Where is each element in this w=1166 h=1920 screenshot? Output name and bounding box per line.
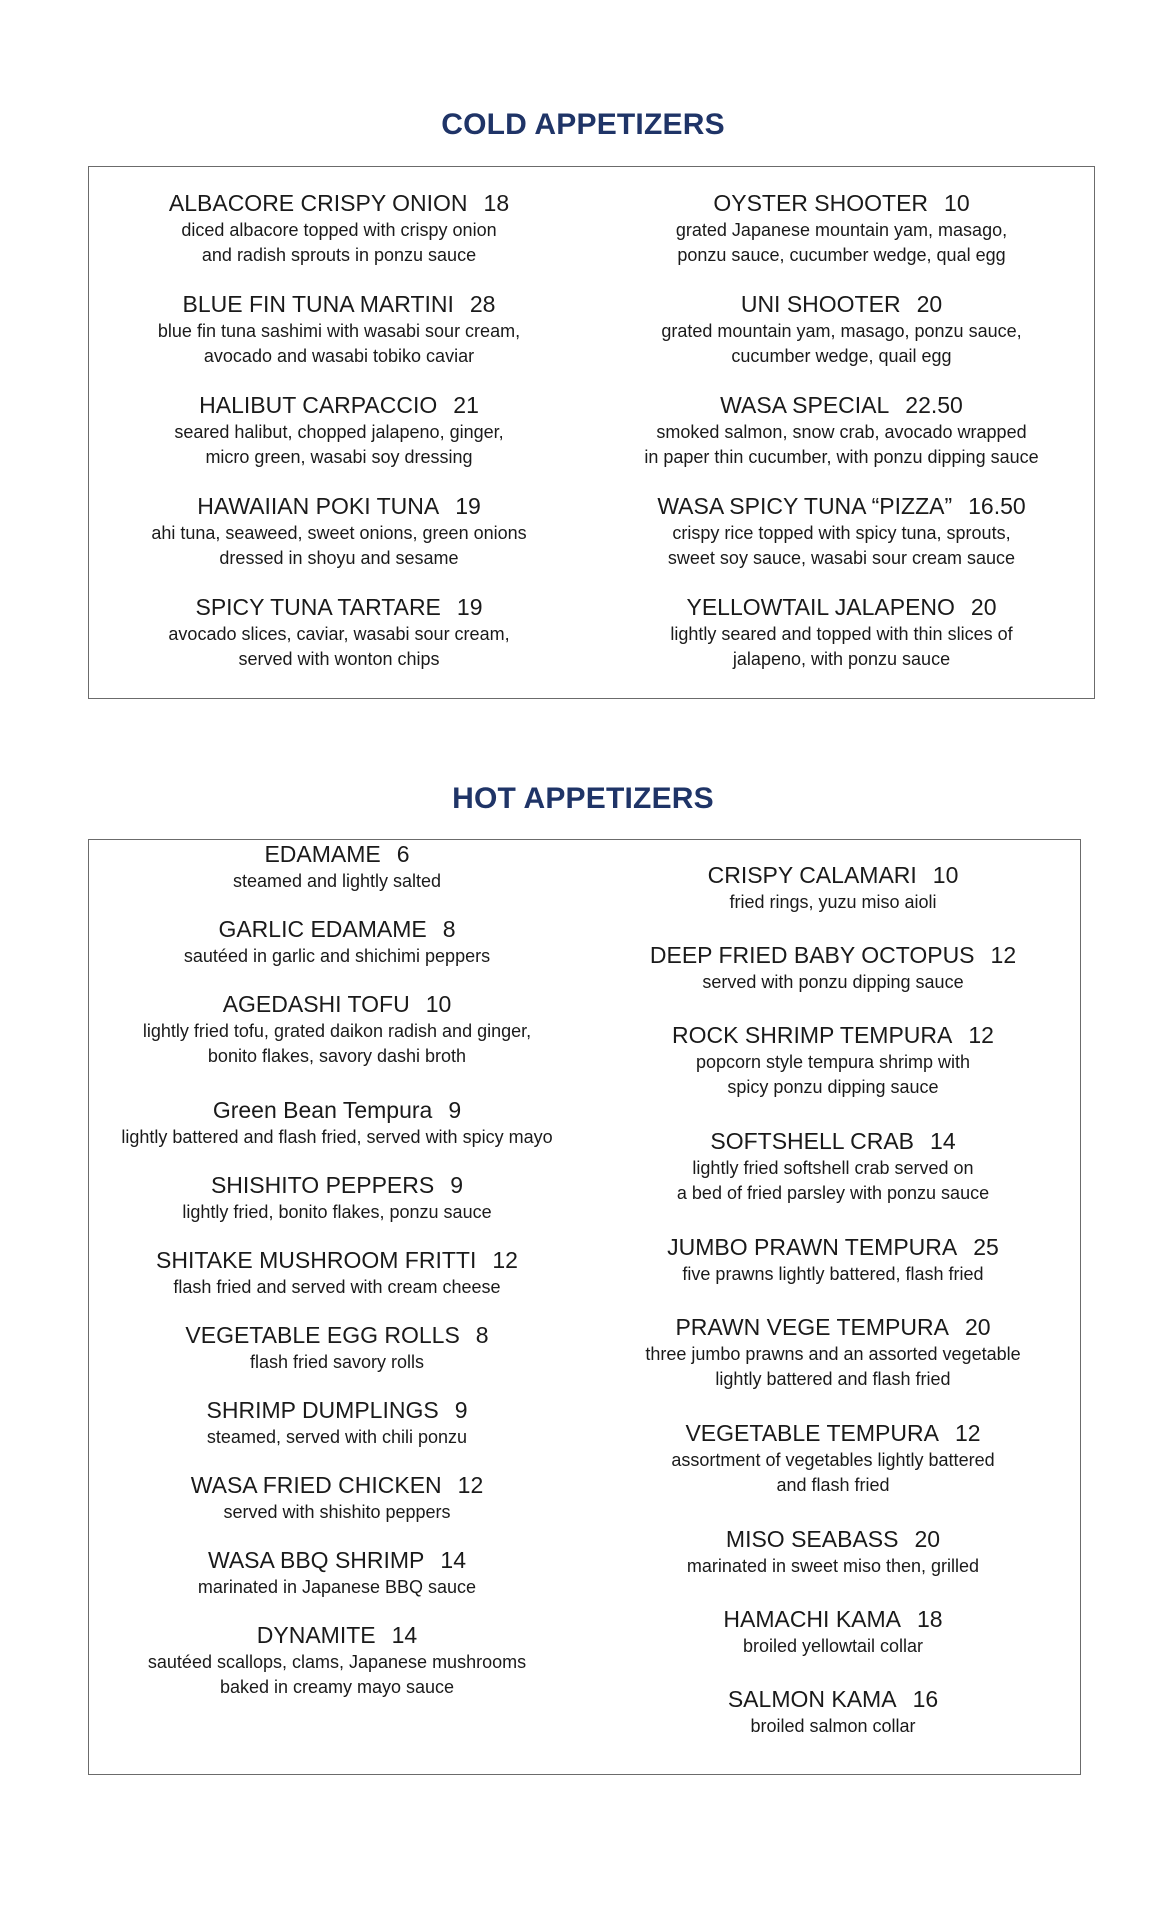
menu-item-name: ROCK SHRIMP TEMPURA — [672, 1022, 953, 1048]
cold-left-column — [89, 189, 589, 694]
menu-item-name: HALIBUT CARPACCIO — [199, 392, 438, 418]
menu-item — [89, 1621, 585, 1727]
menu-item-heading — [89, 1321, 585, 1350]
menu-item-description: marinated in Japanese BBQ sauce — [197, 1577, 477, 1597]
menu-item-price: 14 — [930, 1128, 956, 1154]
menu-item-description: sautéed in garlic and shichimi peppers — [183, 946, 491, 966]
menu-item — [585, 1525, 1081, 1605]
menu-item — [89, 990, 585, 1096]
menu-item-name: WASA FRIED CHICKEN — [190, 1472, 442, 1498]
menu-item-heading — [585, 1685, 1081, 1714]
menu-item — [89, 593, 589, 694]
menu-item-description: steamed, served with chili ponzu — [206, 1427, 468, 1447]
menu-item-price: 19 — [455, 493, 481, 519]
menu-item-price: 16.50 — [968, 493, 1026, 519]
hot-appetizers-title: HOT APPETIZERS — [452, 782, 714, 815]
menu-item — [585, 1605, 1081, 1685]
menu-item-description: lightly battered and flash fried — [715, 1369, 951, 1389]
menu-item-description: baked in creamy mayo sauce — [219, 1677, 455, 1697]
menu-item-price: 20 — [914, 1526, 941, 1552]
menu-item-name: DYNAMITE — [256, 1622, 376, 1648]
menu-item-description: grated Japanese mountain yam, masago, — [675, 220, 1008, 240]
menu-item-price: 22.50 — [905, 392, 963, 418]
menu-item — [89, 1471, 585, 1546]
menu-item-name: DEEP FRIED BABY OCTOPUS — [649, 942, 975, 968]
menu-item-heading — [589, 391, 1094, 420]
menu-item-name: JUMBO PRAWN TEMPURA — [667, 1234, 958, 1260]
cold-appetizers-title: COLD APPETIZERS — [441, 108, 725, 141]
menu-item-price: 21 — [453, 392, 479, 418]
menu-item-description: smoked salmon, snow crab, avocado wrapped — [656, 422, 1027, 442]
menu-item-heading — [585, 861, 1081, 890]
menu-item-description: lightly seared and topped with thin slices of — [670, 624, 1013, 644]
menu-item-name: HAMACHI KAMA — [723, 1606, 902, 1632]
menu-item-heading — [89, 290, 589, 319]
menu-item-name: SHISHITO PEPPERS — [210, 1172, 435, 1198]
menu-item-description: and radish sprouts in ponzu sauce — [201, 245, 477, 265]
menu-item-description: marinated in sweet miso then, grilled — [686, 1556, 980, 1576]
menu-item — [589, 492, 1094, 593]
menu-item-heading — [585, 1419, 1081, 1448]
menu-item-price: 28 — [469, 291, 496, 317]
menu-item-name: SHRIMP DUMPLINGS — [206, 1397, 439, 1423]
menu-item-price: 12 — [968, 1022, 994, 1048]
menu-item-price: 25 — [973, 1234, 999, 1260]
menu-item-price: 18 — [483, 190, 510, 216]
menu-item-description: five prawns lightly battered, flash fried — [682, 1264, 984, 1284]
menu-item-heading — [89, 391, 589, 420]
menu-item-description: avocado and wasabi tobiko caviar — [203, 346, 475, 366]
menu-item-name: UNI SHOOTER — [740, 291, 901, 317]
menu-item-heading — [585, 1233, 1081, 1262]
menu-item-name: SHITAKE MUSHROOM FRITTI — [156, 1247, 477, 1273]
menu-item — [89, 189, 589, 290]
menu-item — [585, 1021, 1081, 1127]
menu-item-heading — [585, 1313, 1081, 1342]
menu-item-name: HAWAIIAN POKI TUNA — [197, 493, 440, 519]
menu-item-name: OYSTER SHOOTER — [713, 190, 929, 216]
menu-item — [585, 1419, 1081, 1525]
hot-appetizers-box — [88, 839, 1081, 1775]
menu-item-description: cucumber wedge, quail egg — [731, 346, 952, 366]
menu-item-name: Green Bean Tempura — [212, 1097, 433, 1123]
menu-item-description: dressed in shoyu and sesame — [219, 548, 459, 568]
menu-item-description: three jumbo prawns and an assorted vegetable — [645, 1344, 1021, 1364]
menu-item-name: YELLOWTAIL JALAPENO — [686, 594, 955, 620]
menu-item-price: 10 — [944, 190, 970, 216]
menu-item — [89, 391, 589, 492]
cold-right-column — [589, 189, 1094, 694]
hot-left-column — [89, 840, 585, 1727]
menu-item-heading — [585, 1021, 1081, 1050]
menu-item-price: 9 — [450, 1172, 464, 1198]
menu-item-description: broiled yellowtail collar — [742, 1636, 924, 1656]
menu-item-description: popcorn style tempura shrimp with — [695, 1052, 971, 1072]
menu-item-name: WASA BBQ SHRIMP — [207, 1547, 425, 1573]
menu-item-description: grated mountain yam, masago, ponzu sauce, — [661, 321, 1022, 341]
menu-item-description: sweet soy sauce, wasabi sour cream sauce — [667, 548, 1016, 568]
menu-item-heading — [89, 189, 589, 218]
menu-item-heading — [89, 1471, 585, 1500]
menu-item-description: broiled salmon collar — [750, 1716, 916, 1736]
menu-item-name: PRAWN VEGE TEMPURA — [675, 1314, 949, 1340]
menu-item-price: 12 — [457, 1472, 484, 1498]
menu-item — [89, 1546, 585, 1621]
menu-item-price: 9 — [454, 1397, 468, 1423]
menu-item-name: AGEDASHI TOFU — [222, 991, 410, 1017]
menu-item-name: SOFTSHELL CRAB — [710, 1128, 915, 1154]
menu-item-name: SALMON KAMA — [727, 1686, 897, 1712]
menu-item-heading — [89, 1621, 585, 1650]
menu-item-name: GARLIC EDAMAME — [218, 916, 427, 942]
menu-item-price: 20 — [916, 291, 943, 317]
menu-item-price: 8 — [442, 916, 456, 942]
menu-item-description: seared halibut, chopped jalapeno, ginger, — [174, 422, 504, 442]
menu-item-description: steamed and lightly salted — [232, 871, 442, 891]
menu-item-price: 12 — [492, 1247, 518, 1273]
menu-item-price: 10 — [932, 862, 959, 888]
menu-item-heading — [589, 290, 1094, 319]
menu-item-description: flash fried savory rolls — [249, 1352, 425, 1372]
menu-item — [589, 290, 1094, 391]
menu-item-description: served with ponzu dipping sauce — [702, 972, 964, 992]
menu-item-price: 14 — [391, 1622, 418, 1648]
menu-item-heading — [89, 1396, 585, 1425]
menu-item — [89, 290, 589, 391]
menu-item-heading — [89, 1096, 585, 1125]
menu-item-description: and flash fried — [776, 1475, 890, 1495]
menu-item-heading — [585, 1525, 1081, 1554]
menu-item-name: EDAMAME — [264, 841, 381, 867]
menu-item-price: 10 — [425, 991, 452, 1017]
menu-item-price: 12 — [990, 942, 1017, 968]
menu-item-description: flash fried and served with cream cheese — [173, 1277, 501, 1297]
menu-item — [89, 915, 585, 990]
menu-item-description: served with shishito peppers — [223, 1502, 451, 1522]
menu-item-heading — [89, 915, 585, 944]
menu-item — [589, 189, 1094, 290]
menu-item-price: 12 — [954, 1420, 981, 1446]
menu-item — [585, 861, 1081, 941]
menu-item-price: 19 — [456, 594, 483, 620]
menu-item — [89, 1246, 585, 1321]
menu-item-description: fried rings, yuzu miso aioli — [729, 892, 937, 912]
menu-item-name: VEGETABLE TEMPURA — [685, 1420, 939, 1446]
menu-item — [585, 1233, 1081, 1313]
menu-item-description: diced albacore topped with crispy onion — [181, 220, 497, 240]
menu-item-description: lightly fried tofu, grated daikon radish and ginger, — [142, 1021, 532, 1041]
menu-item-description: bonito flakes, savory dashi broth — [207, 1046, 467, 1066]
menu-item — [585, 941, 1081, 1021]
menu-item — [589, 391, 1094, 492]
menu-item — [89, 492, 589, 593]
menu-item-description: ahi tuna, seaweed, sweet onions, green onions — [151, 523, 527, 543]
menu-item-price: 18 — [917, 1606, 943, 1632]
menu-item — [89, 840, 585, 915]
hot-right-column — [585, 861, 1081, 1765]
menu-item-name: VEGETABLE EGG ROLLS — [185, 1322, 460, 1348]
menu-item-heading — [585, 941, 1081, 970]
menu-item-description: lightly battered and flash fried, served with spicy mayo — [121, 1127, 553, 1147]
menu-item-name: BLUE FIN TUNA MARTINI — [182, 291, 454, 317]
menu-item-heading — [89, 593, 589, 622]
menu-item — [585, 1313, 1081, 1419]
menu-item-name: CRISPY CALAMARI — [707, 862, 917, 888]
menu-item-description: blue fin tuna sashimi with wasabi sour cream, — [157, 321, 521, 341]
menu-item-name: MISO SEABASS — [725, 1526, 899, 1552]
menu-item-description: micro green, wasabi soy dressing — [205, 447, 473, 467]
cold-appetizers-box — [88, 166, 1095, 699]
menu-item-description: jalapeno, with ponzu sauce — [732, 649, 951, 669]
menu-item-heading — [589, 189, 1094, 218]
menu-item-price: 20 — [970, 594, 997, 620]
menu-item — [89, 1171, 585, 1246]
menu-item-heading — [89, 1171, 585, 1200]
menu-item-description: served with wonton chips — [238, 649, 440, 669]
menu-item-name: WASA SPICY TUNA “PIZZA” — [657, 493, 953, 519]
menu-item-description: in paper thin cucumber, with ponzu dipping sauce — [644, 447, 1039, 467]
menu-item-heading — [89, 1546, 585, 1575]
menu-item-description: lightly fried, bonito flakes, ponzu sauce — [182, 1202, 492, 1222]
menu-item — [89, 1321, 585, 1396]
menu-item-price: 6 — [396, 841, 410, 867]
menu-item — [589, 593, 1094, 694]
menu-item-description: ponzu sauce, cucumber wedge, qual egg — [677, 245, 1006, 265]
menu-item-description: sautéed scallops, clams, Japanese mushrooms — [147, 1652, 527, 1672]
menu-item-heading — [89, 990, 585, 1019]
menu-item-name: SPICY TUNA TARTARE — [195, 594, 441, 620]
menu-item-description: lightly fried softshell crab served on — [692, 1158, 974, 1178]
menu-item-price: 16 — [912, 1686, 939, 1712]
menu-item — [585, 1685, 1081, 1765]
menu-item-heading — [589, 492, 1094, 521]
menu-item-heading — [89, 1246, 585, 1275]
menu-item-heading — [589, 593, 1094, 622]
menu-item-price: 14 — [440, 1547, 466, 1573]
menu-item — [89, 1096, 585, 1171]
menu-item — [585, 1127, 1081, 1233]
menu-item — [89, 1396, 585, 1471]
menu-item-description: a bed of fried parsley with ponzu sauce — [676, 1183, 990, 1203]
menu-item-price: 8 — [475, 1322, 489, 1348]
menu-item-heading — [89, 840, 585, 869]
menu-item-description: avocado slices, caviar, wasabi sour cream, — [168, 624, 510, 644]
menu-item-description: spicy ponzu dipping sauce — [727, 1077, 939, 1097]
menu-item-price: 20 — [964, 1314, 991, 1340]
menu-item-heading — [89, 492, 589, 521]
menu-item-name: WASA SPECIAL — [720, 392, 890, 418]
menu-item-name: ALBACORE CRISPY ONION — [168, 190, 468, 216]
menu-item-price: 9 — [448, 1097, 462, 1123]
menu-item-description: crispy rice topped with spicy tuna, sprouts, — [672, 523, 1011, 543]
menu-item-heading — [585, 1605, 1081, 1634]
menu-item-heading — [585, 1127, 1081, 1156]
menu-item-description: assortment of vegetables lightly battered — [671, 1450, 995, 1470]
